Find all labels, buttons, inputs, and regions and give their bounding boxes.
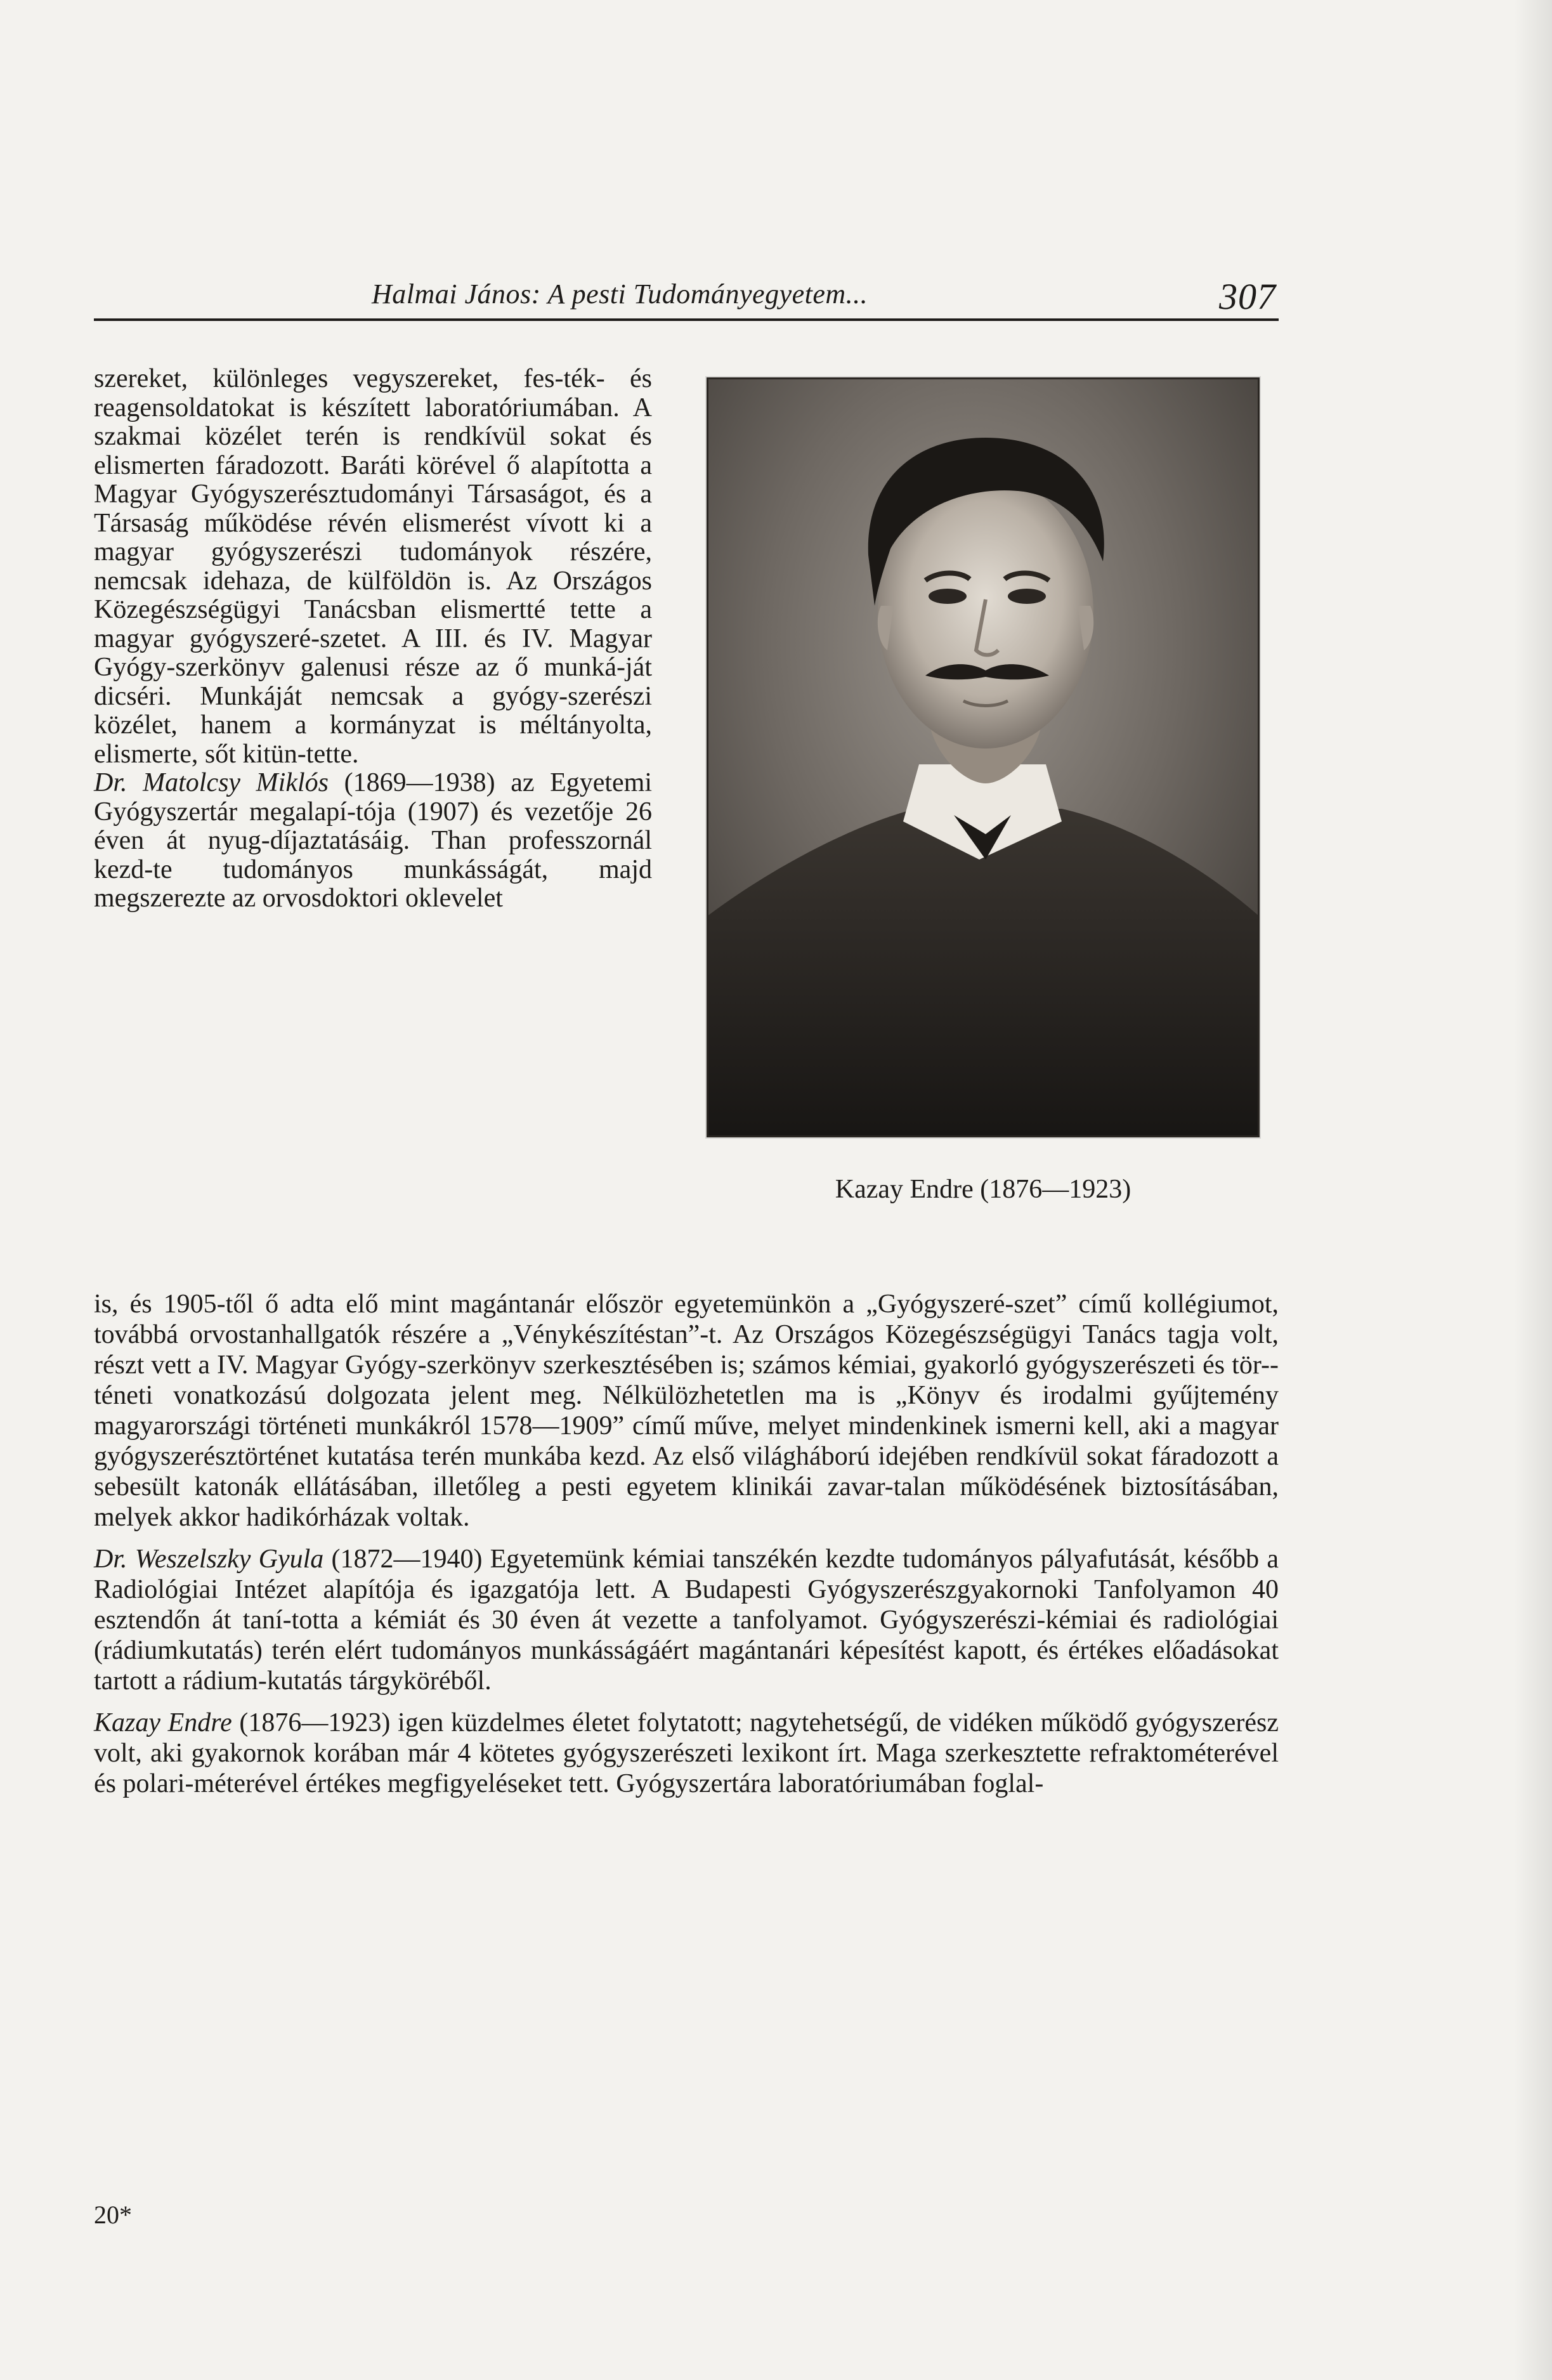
left-column-paragraph: szereket, különleges vegyszereket, fes-ték- és reagensoldatokat is készített laboratóriumában. A szakmai közélet terén is rendkívül sokat és elismerten fáradozott. Baráti körével ő alapította a Magyar Gyógyszerésztudományi Társaságot, és a Társaság működése révén elismerést vívott ki a magyar gyógyszerészi tudományok részére, nemcsak idehaza, de külföldön is. Az Országos Közegészségügyi Tanácsban elismertté tette a magyar gyógyszeré-szetet. A III. és IV. Magyar Gyógy-szerkönyv galenusi része az ő munká-ját dicséri. Munkáját nemcsak a gyógy-szerészi közélet, hanem a kormányzat is méltányolta, elismerte, sőt kitün-tette.: [94, 364, 652, 769]
weszelszky-paragraph: [94, 1544, 1279, 1696]
weszelszky-name: Dr. Weszelszky Gyula: [94, 1545, 324, 1574]
figure-caption: Kazay Endre (1876—1923): [835, 1175, 1131, 1204]
signature-mark: 20*: [94, 2200, 132, 2229]
full-width-text: [94, 1289, 1279, 1799]
page-number: 307: [1219, 276, 1276, 317]
kazay-name: Kazay Endre: [94, 1708, 232, 1737]
running-head: [94, 273, 1279, 324]
matolcsy-continued-paragraph: is, és 1905-től ő adta elő mint magántanár először egyetemünkön a „Gyógyszeré-szet” című kollégiumot, továbbá orvostanhallgatók részére a „Vénykészítéstan”-t. Az Országos Közegészségügyi Tanács tagja volt, részt vett a IV. Magyar Gyógy-szerkönyv szerkesztésében is; számos kémiai, gyakorló gyógyszerészeti és tör-téneti vonatkozású dolgozata jelent meg. Nélkülözhetetlen ma is „Könyv és irodalmi gyűjtemény magyarországi történeti munkákról 1578—1909” című műve, melyet mindenkinek ismerni kell, aki a magyar gyógyszerésztörténet kutatása terén munkába kezd. Az első világháború idejében rendkívül sokat fáradozott a sebesült katonák ellátásában, illetőleg a pesti egyetem klinikái zavar-talan működésének biztosításában, melyek akkor hadikórházak voltak.: [94, 1290, 1279, 1532]
matolcsy-left-text: az Egyetemi Gyógyszertár megalapí-tója (1907) és vezetője 26 éven át nyug-díjaztatásáig. Than professzornál kezd-te tudományos munkásságát, majd megszerezte az orvosdoktori oklevelet: [94, 768, 653, 913]
weszelszky-text: (1872—1940) Egyetemünk kémiai tanszékén kezdte tudományos pályafutását, később a Radiológiai Intézet alapítója és igazgatója lett. A Budapesti Gyógyszerészgyakornoki Tanfolyamon 40 esztendőn át taní-totta a kémiát és 30 éven át vezette a tanfolyamot. Gyógyszerészi-kémiai és radiológiai (rádiumkutatás) terén elért tudományos munkásságáért magántanári képesítést kapott, és értékes előadásokat tartott a rádium-kutatás tárgyköréből.: [94, 1545, 1279, 1696]
matolcsy-years: (1869—1938): [344, 768, 495, 797]
portrait-photo-icon: [707, 377, 1260, 1137]
page-edge-shadow: [1514, 0, 1552, 2380]
portrait-photo: [707, 377, 1260, 1137]
matolcsy-intro-paragraph: [94, 769, 652, 913]
matolcsy-name: Dr. Matolcsy Miklós: [94, 768, 329, 797]
running-title: Halmai János: A pesti Tudományegyetem...: [372, 278, 868, 310]
kazay-paragraph: [94, 1708, 1279, 1799]
left-column-text: [94, 365, 652, 913]
header-rule: [94, 318, 1279, 321]
kazay-text: (1876—1923) igen küzdelmes életet folytatott; nagytehetségű, de vidéken működő gyógyszerész volt, aki gyakornok korában már 4 kötetes gyógyszerészeti lexikont írt. Maga szerkesztette refraktométerével és polari-méterével értékes megfigyeléseket tett. Gyógyszertára laboratóriumában foglal-: [94, 1708, 1279, 1798]
